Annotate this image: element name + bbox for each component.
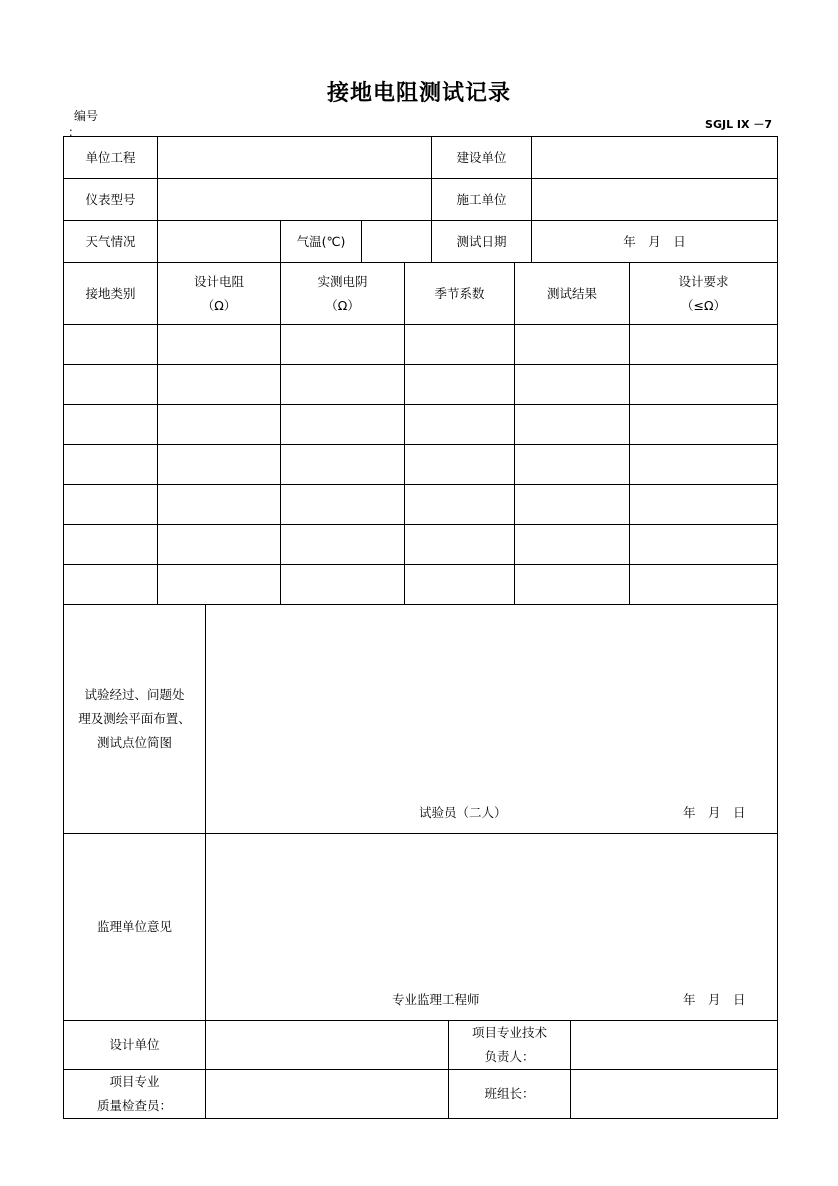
data-table	[63, 262, 778, 605]
table-cell[interactable]	[630, 445, 778, 485]
team-leader-field[interactable]	[571, 1070, 778, 1119]
table-cell[interactable]	[158, 565, 281, 605]
process-label-l1: 试验经过、问题处	[84, 687, 185, 702]
col-design-req-l1: 设计要求	[678, 273, 729, 289]
table-cell[interactable]	[158, 365, 281, 405]
process-label-l2: 理及测绘平面布置、	[78, 711, 191, 726]
table-cell[interactable]	[281, 405, 405, 445]
number-label-text: 编号	[74, 109, 99, 123]
table-cell[interactable]	[281, 525, 405, 565]
table-row	[64, 365, 778, 405]
qc-field[interactable]	[206, 1070, 449, 1119]
footer-row-1	[64, 1021, 778, 1070]
table-cell[interactable]	[158, 445, 281, 485]
supervision-label: 监理单位意见	[64, 834, 206, 1021]
table-cell[interactable]	[405, 485, 515, 525]
unit-project-field[interactable]	[158, 137, 432, 179]
number-label-colon: ：	[68, 125, 81, 139]
tech-lead-label	[449, 1021, 571, 1070]
tech-lead-label-l2: 负责人：	[484, 1049, 535, 1064]
col-season-coef: 季节系数	[405, 263, 515, 325]
weather-label: 天气情况	[64, 221, 158, 263]
table-cell[interactable]	[281, 565, 405, 605]
table-cell[interactable]	[630, 565, 778, 605]
table-cell[interactable]	[64, 325, 158, 365]
col-design-resistance-l2: （Ω）	[201, 297, 237, 313]
col-design-resistance-l1: 设计电阻	[193, 273, 244, 289]
table-row	[64, 565, 778, 605]
design-unit-field[interactable]	[206, 1021, 449, 1070]
col-measured-resistance-l2: （Ω）	[325, 297, 360, 313]
header-table	[63, 136, 778, 263]
footer-row-2	[64, 1070, 778, 1119]
qc-label	[64, 1070, 206, 1119]
table-cell[interactable]	[281, 445, 405, 485]
table-cell[interactable]	[405, 405, 515, 445]
table-row	[64, 525, 778, 565]
construction-unit-label: 建设单位	[432, 137, 532, 179]
process-row	[64, 605, 778, 834]
table-cell[interactable]	[630, 365, 778, 405]
table-cell[interactable]	[405, 565, 515, 605]
table-row	[64, 485, 778, 525]
table-cell[interactable]	[630, 525, 778, 565]
table-cell[interactable]	[158, 405, 281, 445]
data-header-row	[64, 263, 778, 325]
table-cell[interactable]	[515, 485, 630, 525]
table-row	[64, 325, 778, 365]
design-unit-label: 设计单位	[64, 1021, 206, 1070]
process-field[interactable]	[206, 605, 778, 834]
temperature-label: 气温(℃)	[281, 221, 362, 263]
table-cell[interactable]	[281, 325, 405, 365]
table-cell[interactable]	[64, 365, 158, 405]
supervisor-signature-label: 专业监理工程师	[392, 992, 480, 1007]
weather-field[interactable]	[158, 221, 281, 263]
header-row-3	[64, 221, 778, 263]
test-date-field[interactable]: 年 月 日	[532, 221, 778, 263]
table-cell[interactable]	[630, 325, 778, 365]
table-cell[interactable]	[630, 485, 778, 525]
construction-unit-field[interactable]	[532, 137, 778, 179]
table-cell[interactable]	[515, 325, 630, 365]
supervision-field[interactable]	[206, 834, 778, 1021]
temperature-field[interactable]	[362, 221, 432, 263]
page-title: 接地电阻测试记录	[326, 81, 511, 106]
process-label-l3: 测试点位简图	[96, 735, 172, 750]
table-cell[interactable]	[515, 565, 630, 605]
meter-model-field[interactable]	[158, 179, 432, 221]
tester-signature-label: 试验员（二人）	[419, 805, 507, 820]
table-cell[interactable]	[64, 525, 158, 565]
header-row-2	[64, 179, 778, 221]
supervision-row	[64, 834, 778, 1021]
qc-label-l1: 项目专业	[109, 1074, 160, 1089]
table-row	[64, 405, 778, 445]
table-cell[interactable]	[405, 445, 515, 485]
table-cell[interactable]	[158, 525, 281, 565]
header-row-1	[64, 137, 778, 179]
table-cell[interactable]	[515, 365, 630, 405]
tech-lead-field[interactable]	[571, 1021, 778, 1070]
table-cell[interactable]	[405, 365, 515, 405]
tech-lead-label-l1: 项目专业技术	[471, 1025, 547, 1040]
qc-label-l2: 质量检查员：	[96, 1098, 172, 1113]
meter-model-label: 仪表型号	[64, 179, 158, 221]
col-measured-resistance	[281, 263, 405, 325]
unit-project-label: 单位工程	[64, 137, 158, 179]
col-ground-type: 接地类别	[64, 263, 158, 325]
test-date-label: 测试日期	[432, 221, 532, 263]
process-label	[64, 605, 206, 834]
builder-unit-label: 施工单位	[432, 179, 532, 221]
builder-unit-field[interactable]	[532, 179, 778, 221]
table-cell[interactable]	[281, 485, 405, 525]
table-cell[interactable]	[158, 485, 281, 525]
table-cell[interactable]	[64, 405, 158, 445]
process-date: 年 月 日	[683, 805, 746, 820]
supervision-date: 年 月 日	[683, 992, 746, 1007]
lower-table	[63, 604, 778, 1119]
col-test-result: 测试结果	[515, 263, 630, 325]
col-design-req-l2: （≤Ω）	[680, 297, 727, 313]
table-cell[interactable]	[405, 325, 515, 365]
table-cell[interactable]	[158, 325, 281, 365]
table-cell[interactable]	[630, 405, 778, 445]
team-leader-label: 班组长：	[449, 1070, 571, 1119]
col-design-req	[630, 263, 778, 325]
table-cell[interactable]	[515, 405, 630, 445]
table-cell[interactable]	[64, 445, 158, 485]
col-measured-resistance-l1: 实测电阴	[317, 273, 368, 289]
table-row	[64, 445, 778, 485]
table-cell[interactable]	[64, 565, 158, 605]
form-code: SGJL IX －7	[705, 118, 772, 131]
table-cell[interactable]	[515, 525, 630, 565]
table-cell[interactable]	[515, 445, 630, 485]
table-cell[interactable]	[64, 485, 158, 525]
col-design-resistance	[158, 263, 281, 325]
table-cell[interactable]	[281, 365, 405, 405]
table-cell[interactable]	[405, 525, 515, 565]
